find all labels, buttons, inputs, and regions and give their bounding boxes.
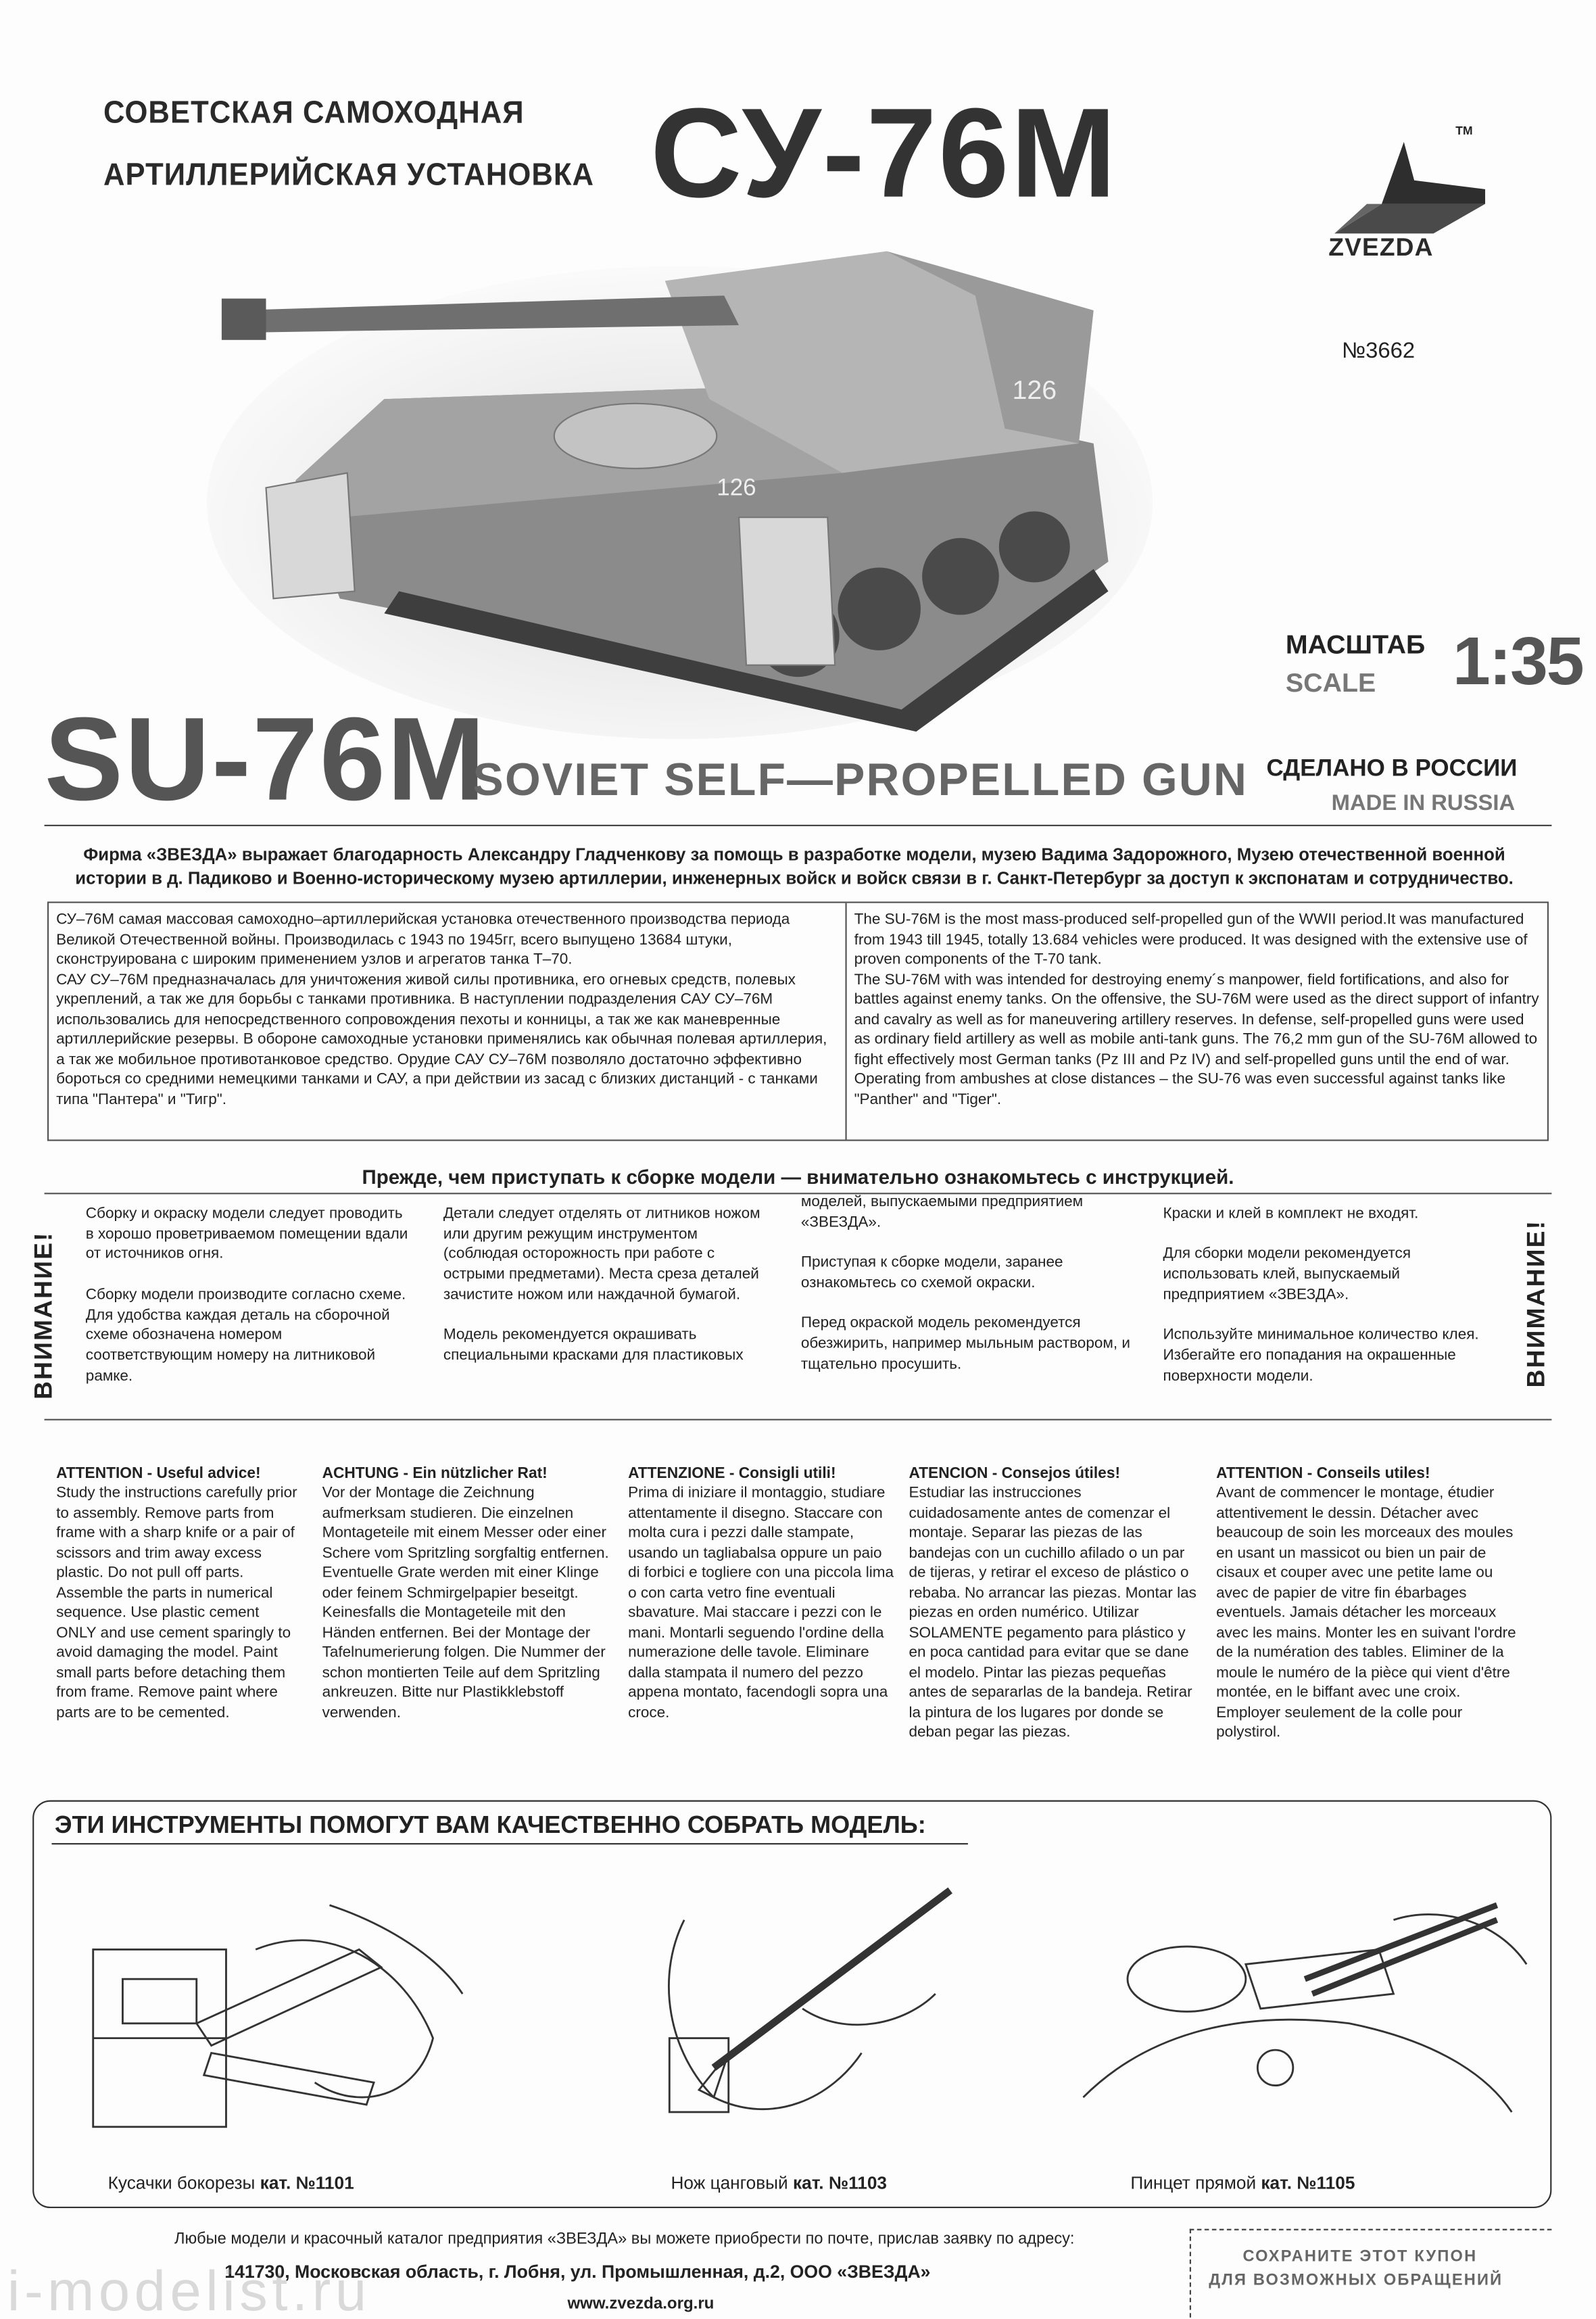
lang-de-title: ACHTUNG - Ein nützlicher Rat! bbox=[322, 1465, 548, 1482]
tool-tweezers-name: Пинцет прямой bbox=[1130, 2172, 1257, 2194]
warning-col-2: Детали следует отделять от литников ножом или другим режущим инструментом (соблюдая осторожность при работе с острыми предметами). Места среза деталей зачистите ножом или наждачной бумагой. Модель рекомендуется окрашивать специальными красками для пластиковых bbox=[443, 1205, 760, 1364]
lang-it-text: Prima di iniziare il montaggio, studiare attentamente il disegno. Staccare con molta cura i pezzi dalle stampate, usando un tagliabalsa oppure un paio di forbici e togliere con una piccola lima o con carta vetro fine eventuali sbavature. Mai staccare i pezzi con le mani. Montarli seguendo l'ordine della numerazione delle tavole. Eliminare dalla stampata il numero del pezzo appena montato, facendogli sopra una croce. bbox=[628, 1485, 894, 1721]
made-in-label-ru: СДЕЛАНО В РОССИИ bbox=[1266, 757, 1518, 782]
header-divider bbox=[45, 825, 1552, 826]
made-in-label-en: MADE IN RUSSIA bbox=[1331, 790, 1516, 816]
scale-label-ru: МАСШТАБ bbox=[1285, 629, 1426, 660]
history-divider bbox=[845, 903, 846, 1140]
coupon-line-1: СОХРАНИТЕ ЭТОТ КУПОН bbox=[1242, 2248, 1478, 2266]
tool-knife-name: Нож цанговый bbox=[671, 2172, 788, 2194]
scale-label-en: SCALE bbox=[1285, 668, 1376, 698]
kit-number: №3662 bbox=[1341, 338, 1416, 364]
lang-it bbox=[628, 1444, 894, 1777]
ru-title-line2: АРТИЛЛЕРИЙСКАЯ УСТАНОВКА bbox=[103, 158, 595, 193]
coupon-line-2: ДЛЯ ВОЗМОЖНЫХ ОБРАЩЕНИЙ bbox=[1209, 2272, 1503, 2290]
hull-number-rear: 126 bbox=[1012, 375, 1057, 406]
tool-knife bbox=[671, 2173, 887, 2194]
warning-col-4: Краски и клей в комплект не входят. Для сборки модели рекомендуется использовать клей, выпускаемый предприятием «ЗВЕЗДА». Используйте минимальное количество клея. Избегайте его попадания на окрашенные поверхности модели. bbox=[1163, 1205, 1479, 1385]
tank-photo bbox=[207, 222, 1153, 739]
lang-de bbox=[322, 1444, 610, 1777]
lang-en-text: Study the instructions carefully prior to assembly. Remove parts from frame with a sharp knife or a pair of scissors and trim away excess plastic. Do not pull off parts. Assemble the parts in numerical sequence. Use plastic cement ONLY and use cement sparingly to avoid damaging the model. Paint small parts before detaching them from frame. Remove paint where parts are to be cemented. bbox=[56, 1485, 297, 1721]
trademark-mark: TM bbox=[1455, 124, 1473, 138]
lang-en bbox=[56, 1444, 301, 1777]
ru-model-title: СУ-76М bbox=[650, 82, 1118, 225]
acknowledgement: Фирма «ЗВЕЗДА» выражает благодарность Александру Гладченкову за помощь в разработке модели, музею Вадима Задорожного, Музею отечественной военной истории в д. Падиково и Военно-историческому музею артиллерии, инженерных войск и войск связи в г. Санкт-Петербург за доступ к экспонатам и сотрудничество. bbox=[75, 844, 1514, 888]
en-subtitle: SOVIET SELF—PROPELLED GUN bbox=[473, 753, 1249, 806]
lang-es bbox=[909, 1444, 1196, 1777]
zvezda-logo bbox=[1323, 124, 1500, 278]
history-en: The SU-76M is the most mass-produced self-propelled gun of the WWII period.It was manufactured from 1943 till 1945, totally 13.684 vehicles were produced. It was designed with the extensive use of proven components of the T-70 tank. The SU-76M with was intended for destroying enemy´s manpower, field fortifications, and also for battles against enemy tanks. On the offensive, the SU-76M were used as the direct support of infantry and cavalry as well as for maneuvering artillery reserves. In defense, self-propelled guns were used as ordinary field artillery as well as mobile anti-tank guns. The 76,2 mm gun of the SU-76M allowed to fight effectively most German tanks (Pz III and Pz IV) and self-propelled guns until the end of war. Operating from ambushes at close distances – the SU-76 was even successful against tanks like "Panther" and "Tiger". bbox=[854, 911, 1539, 1108]
warning-col-1: Сборку и окраску модели следует проводить в хорошо проветриваемом помещении вдали от источников огня. Сборку модели производите согласно схеме. Для удобства каждая деталь на сборочной схеме обозначена номером соответствующим номеру на литниковой рамке. bbox=[85, 1205, 408, 1385]
lang-fr bbox=[1216, 1444, 1526, 1777]
lang-en-title: ATTENTION - Useful advice! bbox=[56, 1465, 261, 1482]
tweezers-illustration-icon bbox=[1054, 1861, 1541, 2156]
warning-side-label-left: ВНИМАНИЕ! bbox=[29, 1231, 58, 1400]
en-model-title: SU-76M bbox=[44, 693, 487, 825]
history-ru: СУ–76М самая массовая самоходно–артиллерийская установка отечественного производства периода Великой Отечественной войны. Производилась с 1943 по 1945гг, всего выпущено 13684 штуки, сконструирована с широким применением узлов и агрегатов танка Т–70. САУ СУ–76М предназначалась для уничтожения живой силы противника, его огневых средств, полевых укреплений, а так же для борьбы с танками противника. В наступлении подразделения САУ СУ–76М использовались для непосредственного сопровождения пехоты и конницы, а так же как маневренные артиллерийские резервы. В обороне самоходные установки применялись как обычная полевая артиллерия, а так же мобильное противотанковое средство. Орудие САУ СУ–76М позволяло достаточно эффективно бороться со средними немецкими танками и САУ, а при действии из засад с близких дистанций - с танками типа "Пантера" и "Тигр". bbox=[56, 911, 827, 1108]
scale-value: 1:35 bbox=[1452, 622, 1583, 700]
ru-title-line1: СОВЕТСКАЯ САМОХОДНАЯ bbox=[103, 96, 525, 130]
lang-es-title: ATENCION - Consejos útiles! bbox=[909, 1465, 1121, 1482]
coupon-box bbox=[1190, 2229, 1552, 2318]
warning-heading: Прежде, чем приступать к сборке модели — внимательно ознакомьтесь с инструкцией. bbox=[362, 1166, 1234, 1189]
tool-cutters-name: Кусачки бокорезы bbox=[107, 2172, 256, 2194]
warning-top-line bbox=[45, 1193, 1552, 1194]
warning-bottom-line bbox=[45, 1419, 1552, 1420]
hull-number-front: 126 bbox=[717, 474, 756, 501]
history-box bbox=[47, 902, 1549, 1141]
tool-knife-cat: кат. №1103 bbox=[793, 2172, 888, 2194]
tool-tweezers bbox=[1130, 2173, 1355, 2194]
watermark: i-modelist.ru bbox=[7, 2261, 371, 2319]
tool-cutters-cat: кат. №1101 bbox=[260, 2172, 354, 2194]
footer-order-note: Любые модели и красочный каталог предприятия «ЗВЕЗДА» вы можете приобрести по почте, прислав заявку по адресу: bbox=[174, 2230, 1075, 2249]
tools-box bbox=[32, 1800, 1551, 2208]
brand-name: ZVEZDA bbox=[1328, 233, 1434, 262]
lang-fr-title: ATTENTION - Conseils utiles! bbox=[1216, 1465, 1430, 1482]
lang-de-text: Vor der Montage die Zeichnung aufmerksam studieren. Die einzelnen Montageteile mit einem Messer oder einer Schere vom Spritzling sorgfaltig entfernen. Eventuelle Grate werden mit einer Klinge oder feinem Schmirgelpapier beseitgt. Keinesfalls die Montageteile mit den Händen entfernen. Bei der Montage der Tafelnumerierung folgen. Die Nummer der schon montierten Teile auf dem Spritzling ankreuzen. Bitte nur Plastikklebstoff verwenden. bbox=[322, 1485, 609, 1721]
footer-website: www.zvezda.org.ru bbox=[567, 2295, 715, 2314]
lang-fr-text: Avant de commencer le montage, étudier attentivement le dessin. Détacher avec beaucoup de soin les morceaux des moules en usant un massicot ou bien un pair de cisaux et couper avec une petite lame ou avec de papier de vitre fin ébarbages eventuels. Jamais détacher les morceaux avec les mains. Monter les en suivant l'ordre de la numération des tables. Eliminer de la moule le numéro de la pièce qui vient d'être montée, en le biffant avec une croix. Employer seulement de la colle pour polystirol. bbox=[1216, 1485, 1516, 1742]
cutters-illustration-icon bbox=[64, 1861, 477, 2156]
tools-heading-underline bbox=[52, 1843, 968, 1844]
tool-tweezers-cat: кат. №1105 bbox=[1261, 2172, 1355, 2194]
footer-address: 141730, Московская область, г. Лобня, ул. Промышленная, д.2, ООО «ЗВЕЗДА» bbox=[224, 2261, 931, 2282]
tools-heading: ЭТИ ИНСТРУМЕНТЫ ПОМОГУТ ВАМ КАЧЕСТВЕННО СОБРАТЬ МОДЕЛЬ: bbox=[54, 1812, 926, 1839]
warning-col-3: моделей, выпускаемыми предприятием «ЗВЕЗДА». Приступая к сборке модели, заранее ознакомьтесь со схемой окраски. Перед окраской модель рекомендуется обезжирить, например мыльным раствором, и тщательно просушить. bbox=[800, 1194, 1130, 1373]
knife-illustration-icon bbox=[625, 1861, 980, 2156]
lang-it-title: ATTENZIONE - Consigli utili! bbox=[628, 1465, 836, 1482]
tool-cutters bbox=[108, 2173, 354, 2194]
warning-side-label-right: ВНИМАНИЕ! bbox=[1522, 1219, 1551, 1388]
lang-es-text: Estudiar las instrucciones cuidadosamente antes de comenzar el montaje. Separar las piezas de las bandejas con un cuchillo afilado o un par de tijeras, y retirar el exceso de plástico o rebaba. No arrancar las piezas. Montar las piezas en orden numérico. Utilizar SOLAMENTE pegamento para plástico y en poca cantidad para evitar que se dane el modelo. Pintar las piezas pequeñas antes de separarlas de la bandeja. Retirar la pintura de los lugares por donde se deban pegar las piezas. bbox=[909, 1485, 1196, 1742]
